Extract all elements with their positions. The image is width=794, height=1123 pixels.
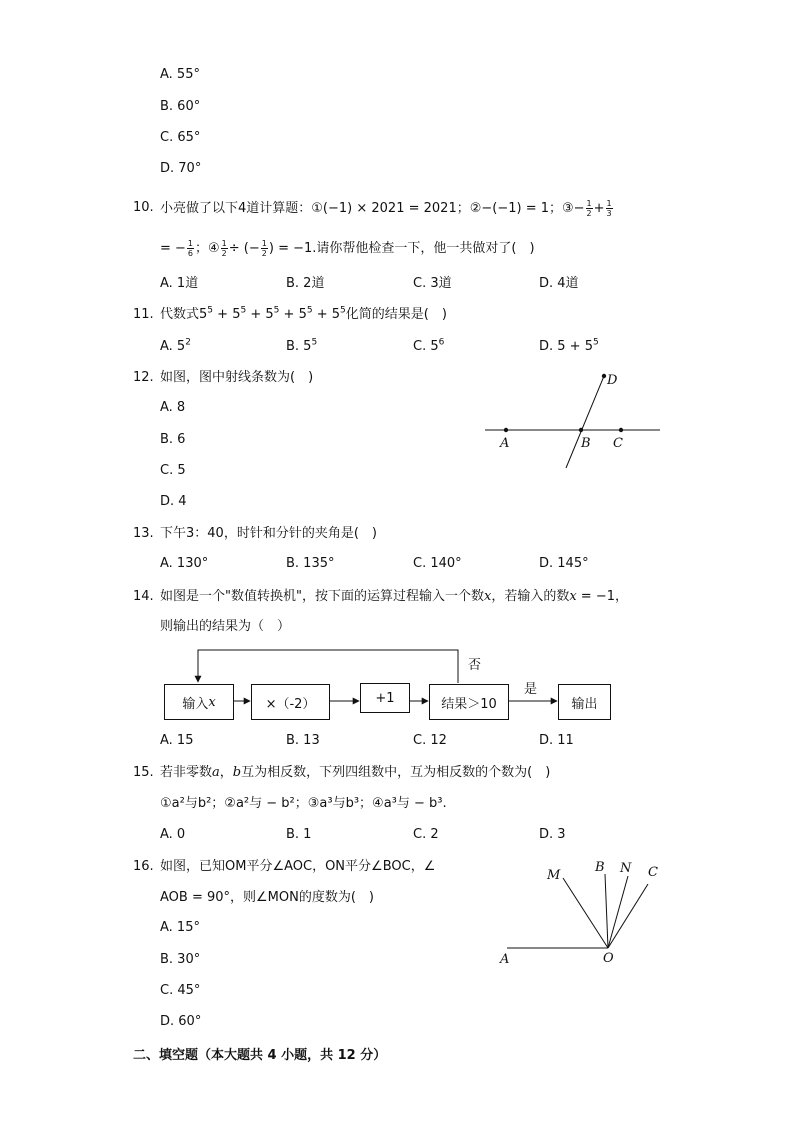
q16-ray-on xyxy=(608,876,628,948)
q15-option-c: C. 2 xyxy=(413,827,439,842)
q13-option-c: C. 140° xyxy=(413,556,462,571)
q14-option-a: A. 15 xyxy=(160,733,194,748)
q10-option-c: C. 3道 xyxy=(413,276,452,291)
q11-option-b: B. $5^5$ xyxy=(286,337,318,354)
q9-option-d: D. 70° xyxy=(160,161,202,176)
q11-stem: 代数式$5^5 + 5^5 + 5^5 + 5^5 + 5^5$化简的结果是( ) xyxy=(160,305,447,322)
q14-option-b: B. 13 xyxy=(286,733,320,748)
q16-stem-line2: AOB = 90°，则∠MON的度数为( ) xyxy=(160,890,374,905)
q10-stem-line2: = − $\frac{1}{6}$ ；④ $\frac{1}{2}$ ÷ (− $\frac{1}{2}$ ) = −1.请你帮他检查一下，他一共做对了( ) xyxy=(160,239,535,258)
q10-option-a: A. 1道 xyxy=(160,276,199,291)
q12-figure xyxy=(480,368,665,478)
q13-option-b: B. 135° xyxy=(286,556,335,571)
q16-option-c: C. 45° xyxy=(160,983,201,998)
q15-option-b: B. 1 xyxy=(286,827,312,842)
q14-box-output: 输出 xyxy=(558,684,611,720)
q15-number: 15. xyxy=(133,765,154,780)
q14-option-c: C. 12 xyxy=(413,733,447,748)
q12-label-b: B xyxy=(581,436,591,451)
q12-label-d: D xyxy=(607,373,618,388)
q13-option-a: A. 130° xyxy=(160,556,209,571)
q14-stem-line1: 如图是一个"数值转换机"，按下面的运算过程输入一个数x，若输入的数x = −1， xyxy=(160,589,628,604)
q12-option-c: C. 5 xyxy=(160,463,186,478)
q12-option-a: A. 8 xyxy=(160,400,186,415)
q14-label-yes: 是 xyxy=(524,682,538,697)
q12-point-a xyxy=(504,428,508,432)
q10-option-b: B. 2道 xyxy=(286,276,325,291)
q13-option-d: D. 145° xyxy=(539,556,589,571)
q16-label-c: C xyxy=(648,865,658,880)
q11-number: 11. xyxy=(133,307,154,322)
q14-box-compare: 结果＞10 xyxy=(429,684,509,720)
q16-ray-ob xyxy=(605,874,608,948)
q16-figure xyxy=(495,850,675,975)
q9-option-a: A. 55° xyxy=(160,67,200,82)
q14-stem-line2: 则输出的结果为（ ） xyxy=(160,619,291,634)
q12-option-d: D. 4 xyxy=(160,494,187,509)
q12-stem: 如图，图中射线条数为( ) xyxy=(160,370,314,385)
q15-option-d: D. 3 xyxy=(539,827,566,842)
q12-line-bd xyxy=(566,376,604,468)
q13-stem: 下午3：40，时针和分针的夹角是( ) xyxy=(160,526,377,541)
q16-option-a: A. 15° xyxy=(160,920,200,935)
q9-option-c: C. 65° xyxy=(160,130,201,145)
q12-label-a: A xyxy=(500,436,510,451)
q16-option-b: B. 30° xyxy=(160,952,201,967)
q12-number: 12. xyxy=(133,370,154,385)
q16-label-n: N xyxy=(620,861,632,876)
q14-box-plus-one: +1 xyxy=(360,683,410,713)
q14-box-input: 输入 x xyxy=(164,684,234,720)
q16-ray-oc xyxy=(608,884,648,948)
q12-point-c xyxy=(619,428,623,432)
q14-loop-back-line xyxy=(198,650,458,683)
q15-stem: 若非零数a，b互为相反数，下列四组数中，互为相反数的个数为( ) xyxy=(160,765,551,780)
q10-stem-line1: 小亮做了以下4道计算题：①(−1) × 2021 = 2021；②−(−1) = 1；③− $\frac{1}{2}$ + $\frac{1}{3}$ xyxy=(160,199,612,218)
q16-label-o: O xyxy=(603,951,614,966)
q16-label-b: B xyxy=(595,860,605,875)
q14-label-no: 否 xyxy=(468,658,482,673)
q12-point-b xyxy=(579,428,583,432)
q16-label-a: A xyxy=(500,952,510,967)
q14-number: 14. xyxy=(133,589,154,604)
q13-number: 13. xyxy=(133,526,154,541)
q16-label-m: M xyxy=(547,868,561,883)
q14-option-d: D. 11 xyxy=(539,733,574,748)
q14-box-multiply: ×（-2） xyxy=(251,684,330,720)
q16-ray-om xyxy=(563,878,608,948)
q10-option-d: D. 4道 xyxy=(539,276,579,291)
q9-option-b: B. 60° xyxy=(160,99,201,114)
q11-option-a: A. $5^2$ xyxy=(160,337,191,354)
q15-items: ①a²与b²；②a²与 − b²；③a³与b³；④a³与 − b³. xyxy=(160,796,447,811)
q12-point-d xyxy=(602,374,606,378)
q16-stem-line1: 如图，已知OM平分∠AOC，ON平分∠BOC，∠ xyxy=(160,859,436,874)
q10-number: 10. xyxy=(133,200,154,215)
section-2-heading: 二、填空题（本大题共 4 小题，共 12 分） xyxy=(133,1048,387,1063)
q16-number: 16. xyxy=(133,859,154,874)
q16-option-d: D. 60° xyxy=(160,1014,202,1029)
q15-option-a: A. 0 xyxy=(160,827,186,842)
q12-label-c: C xyxy=(613,436,623,451)
q11-option-d: D. $5 + 5^5$ xyxy=(539,337,599,354)
q12-option-b: B. 6 xyxy=(160,432,186,447)
q11-option-c: C. $5^6$ xyxy=(413,337,445,354)
